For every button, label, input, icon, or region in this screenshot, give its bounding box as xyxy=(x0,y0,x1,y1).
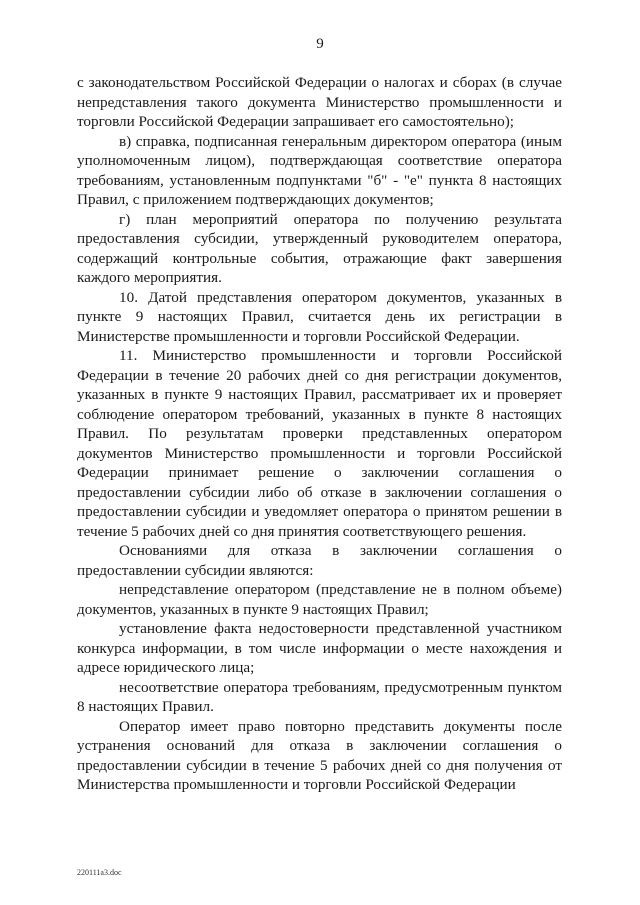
paragraph-item-g: г) план мероприятий оператора по получению результата предоставления субсидии, утвержденный руководителем оператора, содержащий контрольные события, отражающие факт завершения каждого мероприятия. xyxy=(77,210,562,286)
paragraph-ground-2: установление факта недостоверности представленной участником конкурса информации, в том числе информации о месте нахождения и адресе юридического лица; xyxy=(77,620,562,676)
paragraph-tax-clause: с законодательством Российской Федерации о налогах и сборах (в случае непредставления такого документа Министерство промышленности и торговли Российской Федерации запрашивает его самостоятельно); xyxy=(77,74,562,130)
paragraph-11: 11. Министерство промышленности и торговли Российской Федерации в течение 20 рабочих дней со дня регистрации документов, указанных в пункте 9 настоящих Правил, рассматривает их и проверяет соблюдение оператором требований, указанных в пункте 8 настоящих Правил. По результатам проверки представленных оператором документов Министерство промышленности и торговли Российской Федерации принимает решение о заключении соглашения о предоставлении субсидии либо об отказе в заключении соглашения о предоставлении субсидии и уведомляет оператора о принятом решении в течение 5 рабочих дней со дня принятия соответствующего решения. xyxy=(77,347,562,540)
paragraph-10: 10. Датой представления оператором документов, указанных в пункте 9 настоящих Правил, считается день их регистрации в Министерстве промышленности и торговли Российской Федерации. xyxy=(77,288,562,345)
paragraph-refusal-grounds: Основаниями для отказа в заключении соглашения о предоставлении субсидии являются: xyxy=(77,542,562,579)
paragraph-ground-3: несоответствие оператора требованиям, предусмотренным пунктом 8 настоящих Правил. xyxy=(77,678,562,715)
paragraph-resubmission: Оператор имеет право повторно представить документы после устранения оснований для отказа в заключении соглашения о предоставлении субсидии в течение 5 рабочих дней со дня получения от Министерства промышленности и торговли Российской Федерации xyxy=(77,717,562,793)
document-body xyxy=(77,73,562,795)
paragraph-ground-1: непредставление оператором (представление не в полном объеме) документов, указанных в пункте 9 настоящих Правил; xyxy=(77,581,562,618)
paragraph-item-v: в) справка, подписанная генеральным директором оператора (иным уполномоченным лицом), подтверждающая соответствие оператора требованиям, установленным подпунктами "б" - "е" пункта 8 настоящих Правил, с приложением подтверждающих документов; xyxy=(77,132,562,208)
page-number: 9 xyxy=(316,36,324,52)
footer-document-code: 220111a3.doc xyxy=(77,868,122,877)
